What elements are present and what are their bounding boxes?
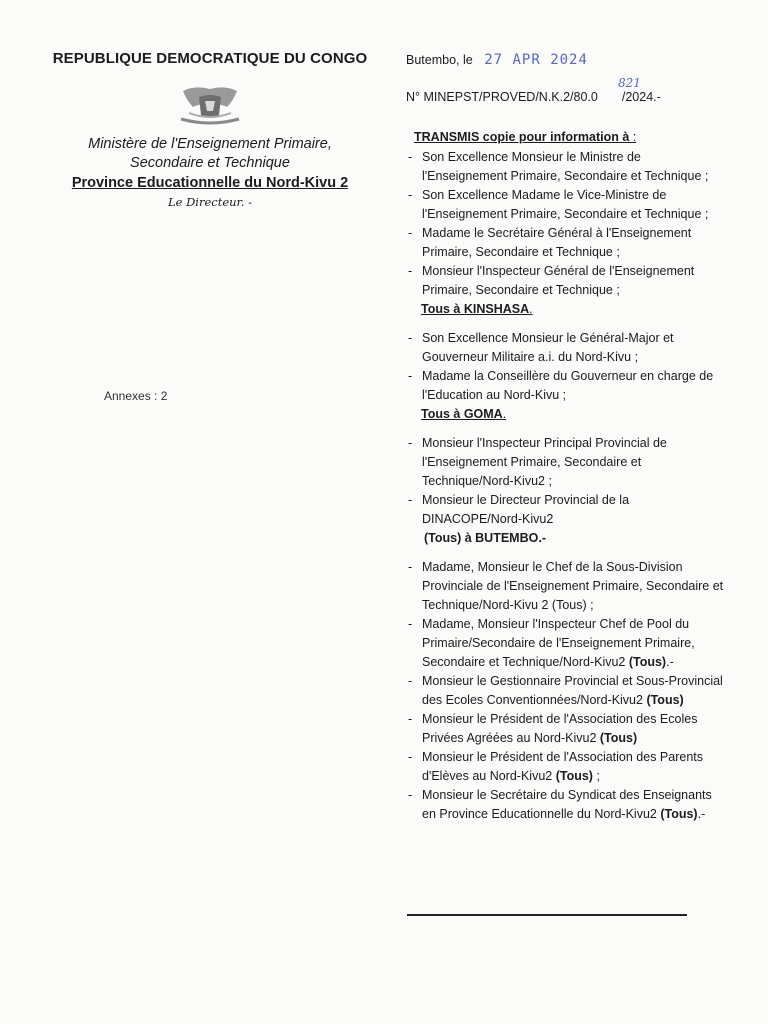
closing-rule xyxy=(407,914,687,916)
annexes-note: Annexes : 2 xyxy=(104,389,168,403)
reference-suffix: /2024.- xyxy=(621,90,661,104)
reference-line xyxy=(406,76,726,104)
recipient-item: - Son Excellence Madame le Vice-Ministre de l'Enseignement Primaire, Secondaire et Technique ; xyxy=(406,186,726,224)
final-recipient-list xyxy=(406,558,726,824)
recipient-list xyxy=(406,148,726,300)
recipient-item: - Monsieur le Gestionnaire Provincial et Sous-Provincial des Ecoles Conventionnées/Nord-Kivu2 (Tous) xyxy=(406,672,726,710)
recipient-group xyxy=(406,329,726,424)
director-signature-line: Le Directeur. - xyxy=(167,195,252,209)
transmis-label: TRANSMIS copie pour information à xyxy=(414,130,630,144)
group-destination-label: Tous à GOMA. xyxy=(421,407,507,421)
recipient-item: - Monsieur le Président de l'Association des Parents d'Elèves au Nord-Kivu2 (Tous) ; xyxy=(406,748,726,786)
recipient-item: - Son Excellence Monsieur le Général-Major et Gouverneur Militaire a.i. du Nord-Kivu ; xyxy=(406,329,726,367)
ministry-line-2: Secondaire et Technique xyxy=(130,155,290,171)
recipient-item: - Monsieur le Directeur Provincial de la DINACOPE/Nord-Kivu2 xyxy=(406,491,726,529)
recipient-groups xyxy=(406,148,726,548)
coat-of-arms-icon xyxy=(175,83,245,129)
recipient-group xyxy=(406,148,726,319)
reference-handwritten-number: 821 xyxy=(618,76,641,90)
recipient-item: - Madame la Conseillère du Gouverneur en charge de l'Education au Nord-Kivu ; xyxy=(406,367,726,405)
ministry-line-1: Ministère de l'Enseignement Primaire, xyxy=(88,136,332,152)
recipient-item: - Son Excellence Monsieur le Ministre de l'Enseignement Primaire, Secondaire et Technique ; xyxy=(406,148,726,186)
province-title: Province Educationnelle du Nord-Kivu 2 xyxy=(71,175,349,191)
recipient-group xyxy=(406,434,726,548)
date-stamp: 27 APR 2024 xyxy=(484,52,588,68)
recipient-item: - Madame le Secrétaire Général à l'Enseignement Primaire, Secondaire et Technique ; xyxy=(406,224,726,262)
recipient-item: - Madame, Monsieur l'Inspecteur Chef de Pool du Primaire/Secondaire de l'Enseignement Primaire, Secondaire et Technique/Nord-Kivu2 (Tous).- xyxy=(406,615,726,672)
recipient-item: - Monsieur l'Inspecteur Général de l'Enseignement Primaire, Secondaire et Technique ; xyxy=(406,262,726,300)
transmis-heading xyxy=(414,130,726,144)
recipient-item: - Monsieur le Secrétaire du Syndicat des Enseignants en Province Educationnelle du Nord-Kivu2 (Tous).- xyxy=(406,786,726,824)
transmis-tail: : xyxy=(629,130,637,144)
group-destination-label: (Tous) à BUTEMBO.- xyxy=(424,531,546,545)
right-column xyxy=(406,52,726,824)
group-destination-label: Tous à KINSHASA. xyxy=(421,302,533,316)
recipient-item: - Monsieur le Président de l'Association des Ecoles Privées Agréées au Nord-Kivu2 (Tous) xyxy=(406,710,726,748)
date-prefix: Butembo, le xyxy=(406,53,473,67)
reference-text: N° MINEPST/PROVED/N.K.2/80.0 xyxy=(406,90,598,104)
recipient-list xyxy=(406,434,726,529)
recipient-list xyxy=(406,329,726,405)
republic-title: REPUBLIQUE DEMOCRATIQUE DU CONGO xyxy=(52,50,368,67)
recipient-item: - Madame, Monsieur le Chef de la Sous-Division Provinciale de l'Enseignement Primaire, Secondaire et Technique/Nord-Kivu 2 (Tous) ; xyxy=(406,558,726,615)
letterhead xyxy=(40,50,380,209)
recipient-item: - Monsieur l'Inspecteur Principal Provincial de l'Enseignement Primaire, Secondaire et Technique/Nord-Kivu2 ; xyxy=(406,434,726,491)
date-line xyxy=(406,52,726,68)
